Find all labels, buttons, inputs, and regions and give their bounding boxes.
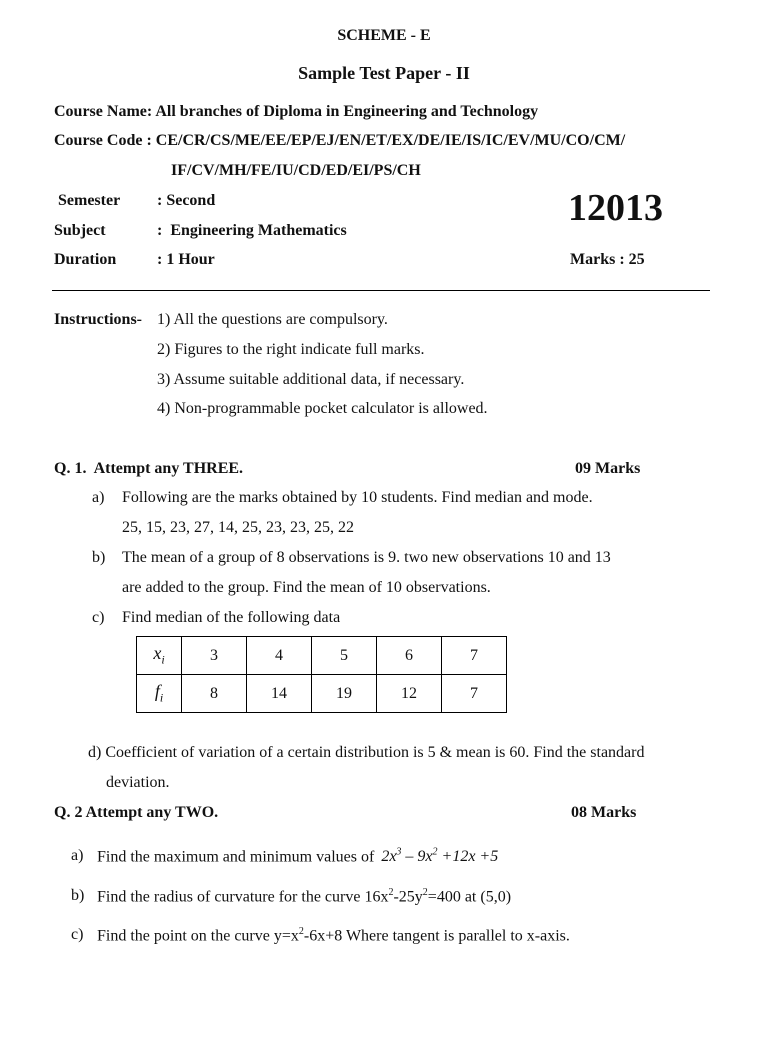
table-cell: 7 (442, 675, 507, 713)
header-divider (52, 290, 710, 291)
course-code-row (54, 132, 625, 150)
table-row (137, 637, 507, 675)
duration-label: Duration (54, 251, 117, 268)
course-name-label: Course Name: (54, 103, 153, 120)
f-subscript: i (159, 690, 164, 705)
q2-a-label: a) (71, 847, 84, 864)
expr-superscript: 2 (432, 847, 438, 858)
semester-value: : Second (157, 192, 216, 209)
q1-b-line2: are added to the group. Find the mean of 10 observations. (122, 579, 491, 596)
table-cell: 6 (377, 637, 442, 675)
course-code-label: Course Code : (54, 132, 152, 149)
q1-marks: 09 Marks (575, 460, 641, 477)
course-name-value: All branches of Diploma in Engineering and Technology (155, 103, 539, 120)
table-cell: 3 (182, 637, 247, 675)
table-cell: 5 (312, 637, 377, 675)
q1-heading: Q. 1. Attempt any THREE. (54, 460, 244, 477)
course-code-line1: CE/CR/CS/ME/EE/EP/EJ/EN/ET/EX/DE/IE/IS/IC/EV/MU/CO/CM/ (155, 132, 626, 149)
semester-label: Semester (58, 192, 121, 209)
expr-term: – 9x (401, 848, 433, 866)
q1-a-label: a) (92, 489, 105, 506)
text-part: Find the radius of curvature for the curve 16x (97, 888, 389, 906)
q1-a-line1: Following are the marks obtained by 10 students. Find median and mode. (122, 489, 593, 506)
q2-a-text: Find the maximum and minimum values of (97, 848, 375, 866)
instruction-item: 1) All the questions are compulsory. (157, 311, 388, 328)
q2-heading: Q. 2 Attempt any TWO. (54, 804, 219, 821)
table-cell: 7 (442, 637, 507, 675)
table-cell: 14 (247, 675, 312, 713)
table-cell: 19 (312, 675, 377, 713)
q2-a-row (97, 847, 498, 866)
superscript: 2 (388, 887, 394, 898)
q2-a-expression (381, 848, 498, 865)
q2-c-label: c) (71, 926, 84, 943)
table-cell: 12 (377, 675, 442, 713)
frequency-table (136, 636, 507, 713)
instruction-item: 2) Figures to the right indicate full marks. (157, 341, 425, 358)
paper-code: 12013 (568, 187, 663, 229)
superscript: 2 (422, 887, 428, 898)
q1-a-line2: 25, 15, 23, 27, 14, 25, 23, 23, 25, 22 (122, 519, 354, 536)
total-marks: Marks : 25 (570, 251, 645, 268)
x-symbol: x (153, 643, 162, 664)
paper-title: Sample Test Paper - II (298, 63, 470, 83)
superscript: 2 (298, 926, 304, 937)
course-name-row (54, 103, 538, 121)
q1-b-line1: The mean of a group of 8 observations is 9. two new observations 10 and 13 (122, 549, 611, 566)
x-header-cell (137, 637, 182, 675)
q1-c-label: c) (92, 609, 105, 626)
q1-d-line1: d) Coefficient of variation of a certain distribution is 5 & mean is 60. Find the standard (88, 744, 645, 761)
f-symbol: f (154, 681, 160, 702)
q1-b-label: b) (92, 549, 106, 566)
subject-value: : Engineering Mathematics (157, 222, 347, 239)
instructions-label: Instructions- (54, 311, 143, 328)
text-part: Find the point on the curve y=x (97, 927, 299, 945)
expr-term: +12x +5 (437, 848, 499, 866)
expr-superscript: 3 (396, 847, 402, 858)
q2-marks: 08 Marks (571, 804, 637, 821)
q2-b-text (97, 887, 511, 906)
q2-b-label: b) (71, 887, 85, 904)
table-cell: 8 (182, 675, 247, 713)
course-code-line2: IF/CV/MH/FE/IU/CD/ED/EI/PS/CH (171, 162, 421, 179)
text-part: -6x+8 Where tangent is parallel to x-axis. (303, 927, 570, 945)
f-header-cell (137, 675, 182, 713)
q1-c-line1: Find median of the following data (122, 609, 341, 626)
table-row (137, 675, 507, 713)
scheme-label: SCHEME - E (337, 27, 431, 44)
x-subscript: i (161, 652, 165, 667)
expr-term: 2x (381, 848, 397, 866)
instruction-item: 4) Non-programmable pocket calculator is allowed. (157, 400, 488, 417)
text-part: -25y (393, 888, 423, 906)
instruction-item: 3) Assume suitable additional data, if necessary. (157, 371, 465, 388)
q2-c-text (97, 926, 570, 945)
table-cell: 4 (247, 637, 312, 675)
q1-d-line2: deviation. (106, 774, 170, 791)
text-part: =400 at (5,0) (427, 888, 512, 906)
duration-value: : 1 Hour (157, 251, 215, 268)
subject-label: Subject (54, 222, 106, 239)
